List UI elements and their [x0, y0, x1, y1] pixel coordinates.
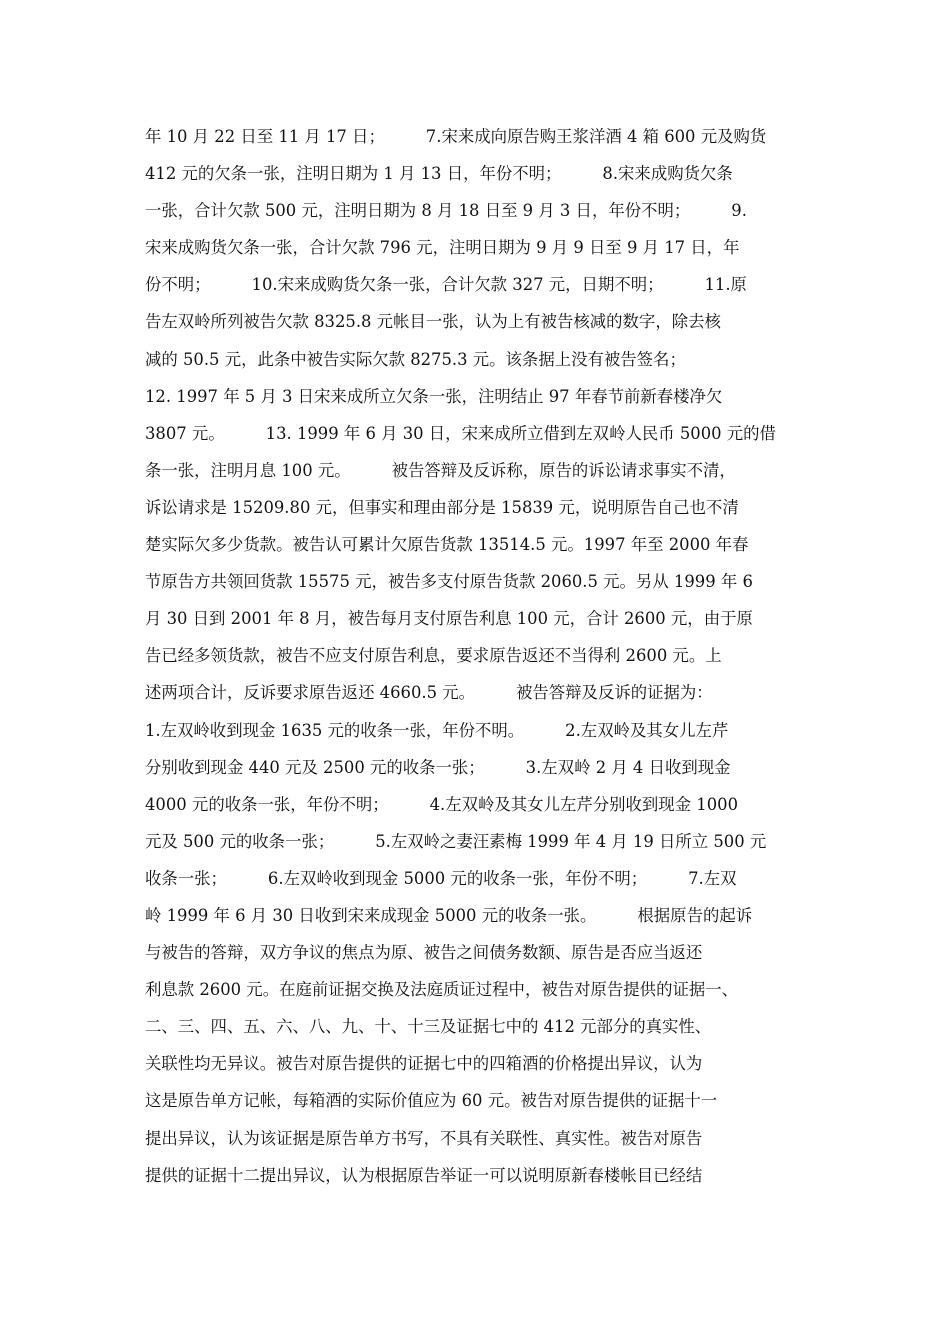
text-line: 年 10 月 22 日至 11 月 17 日； 7.宋来成向原告购王浆洋酒 4 箱 600 元及购货 [145, 127, 767, 146]
text-line: 收条一张； 6.左双岭收到现金 5000 元的收条一张，年份不明； 7.左双 [145, 868, 737, 888]
text-line: 告已经多领货款，被告不应支付原告利息，要求原告返还不当得利 2600 元。上 [145, 646, 722, 666]
text-line: 条一张，注明月息 100 元。 被告答辩及反诉称，原告的诉讼请求事实不清， [145, 460, 736, 480]
text-line: 宋来成购货欠条一张，合计欠款 796 元，注明日期为 9 月 9 日至 9 月 17 日，年 [145, 238, 740, 258]
text-line: 412 元的欠条一张，注明日期为 1 月 13 日，年份不明； 8.宋来成购货欠条 [145, 164, 733, 184]
text-line: 减的 50.5 元，此条中被告实际欠款 8275.3 元。该条据上没有被告签名； [145, 349, 686, 369]
text-line: 4000 元的收条一张，年份不明； 4.左双岭及其女儿左芹分别收到现金 1000 [145, 794, 739, 814]
text-line: 楚实际欠多少货款。被告认可累计欠原告货款 13514.5 元。1997 年至 2000 年春 [145, 535, 749, 555]
text-line: 提出异议，认为该证据是原告单方书写，不具有关联性、真实性。被告对原告 [145, 1128, 703, 1148]
text-line: 岭 1999 年 6 月 30 日收到宋来成现金 5000 元的收条一张。 根据原告的起诉 [145, 905, 753, 925]
text-line: 述两项合计，反诉要求原告返还 4660.5 元。 被告答辩及反诉的证据为： [145, 683, 713, 703]
text-line: 12. 1997 年 5 月 3 日宋来成所立欠条一张，注明结止 97 年春节前新春楼净欠 [145, 386, 723, 406]
text-line: 一张，合计欠款 500 元，注明日期为 8 月 18 日至 9 月 3 日，年份不明； 9. [145, 201, 747, 221]
text-line: 诉讼请求是 15209.80 元，但事实和理由部分是 15839 元，说明原告自己也不清 [145, 497, 739, 517]
text-line: 元及 500 元的收条一张； 5.左双岭之妻汪素梅 1999 年 4 月 19 日所立 500 元 [145, 831, 767, 851]
text-line: 分别收到现金 440 元及 2500 元的收条一张； 3.左双岭 2 月 4 日收到现金 [145, 757, 731, 777]
text-line: 这是原告单方记帐，每箱酒的实际价值应为 60 元。被告对原告提供的证据十一 [145, 1091, 718, 1111]
text-line: 1.左双岭收到现金 1635 元的收条一张，年份不明。 2.左双岭及其女儿左芹 [145, 720, 729, 740]
body-text [145, 118, 815, 1194]
text-line: 3807 元。 13. 1999 年 6 月 30 日，宋来成所立借到左双岭人民币 5000 元的借 [145, 423, 776, 443]
text-line: 告左双岭所列被告欠款 8325.8 元帐目一张，认为上有被告核减的数字，除去核 [145, 312, 721, 332]
text-line: 与被告的答辩，双方争议的焦点为原、被告之间债务数额、原告是否应当返还 [145, 943, 703, 963]
text-line: 份不明； 10.宋来成购货欠条一张，合计欠款 327 元，日期不明； 11.原 [145, 275, 747, 295]
text-line: 二、三、四、五、六、八、九、十、十三及证据七中的 412 元部分的真实性、 [145, 1017, 712, 1037]
text-line: 利息款 2600 元。在庭前证据交换及法庭质证过程中，被告对原告提供的证据一、 [145, 980, 739, 1000]
text-line: 提供的证据十二提出异议，认为根据原告举证一可以说明原新春楼帐目已经结 [145, 1165, 703, 1185]
text-line: 月 30 日到 2001 年 8 月，被告每月支付原告利息 100 元，合计 2600 元，由于原 [145, 609, 753, 629]
text-line: 关联性均无异议。被告对原告提供的证据七中的四箱酒的价格提出异议，认为 [145, 1054, 703, 1074]
text-line: 节原告方共领回货款 15575 元，被告多支付原告货款 2060.5 元。另从 1999 年 6 [145, 572, 753, 592]
